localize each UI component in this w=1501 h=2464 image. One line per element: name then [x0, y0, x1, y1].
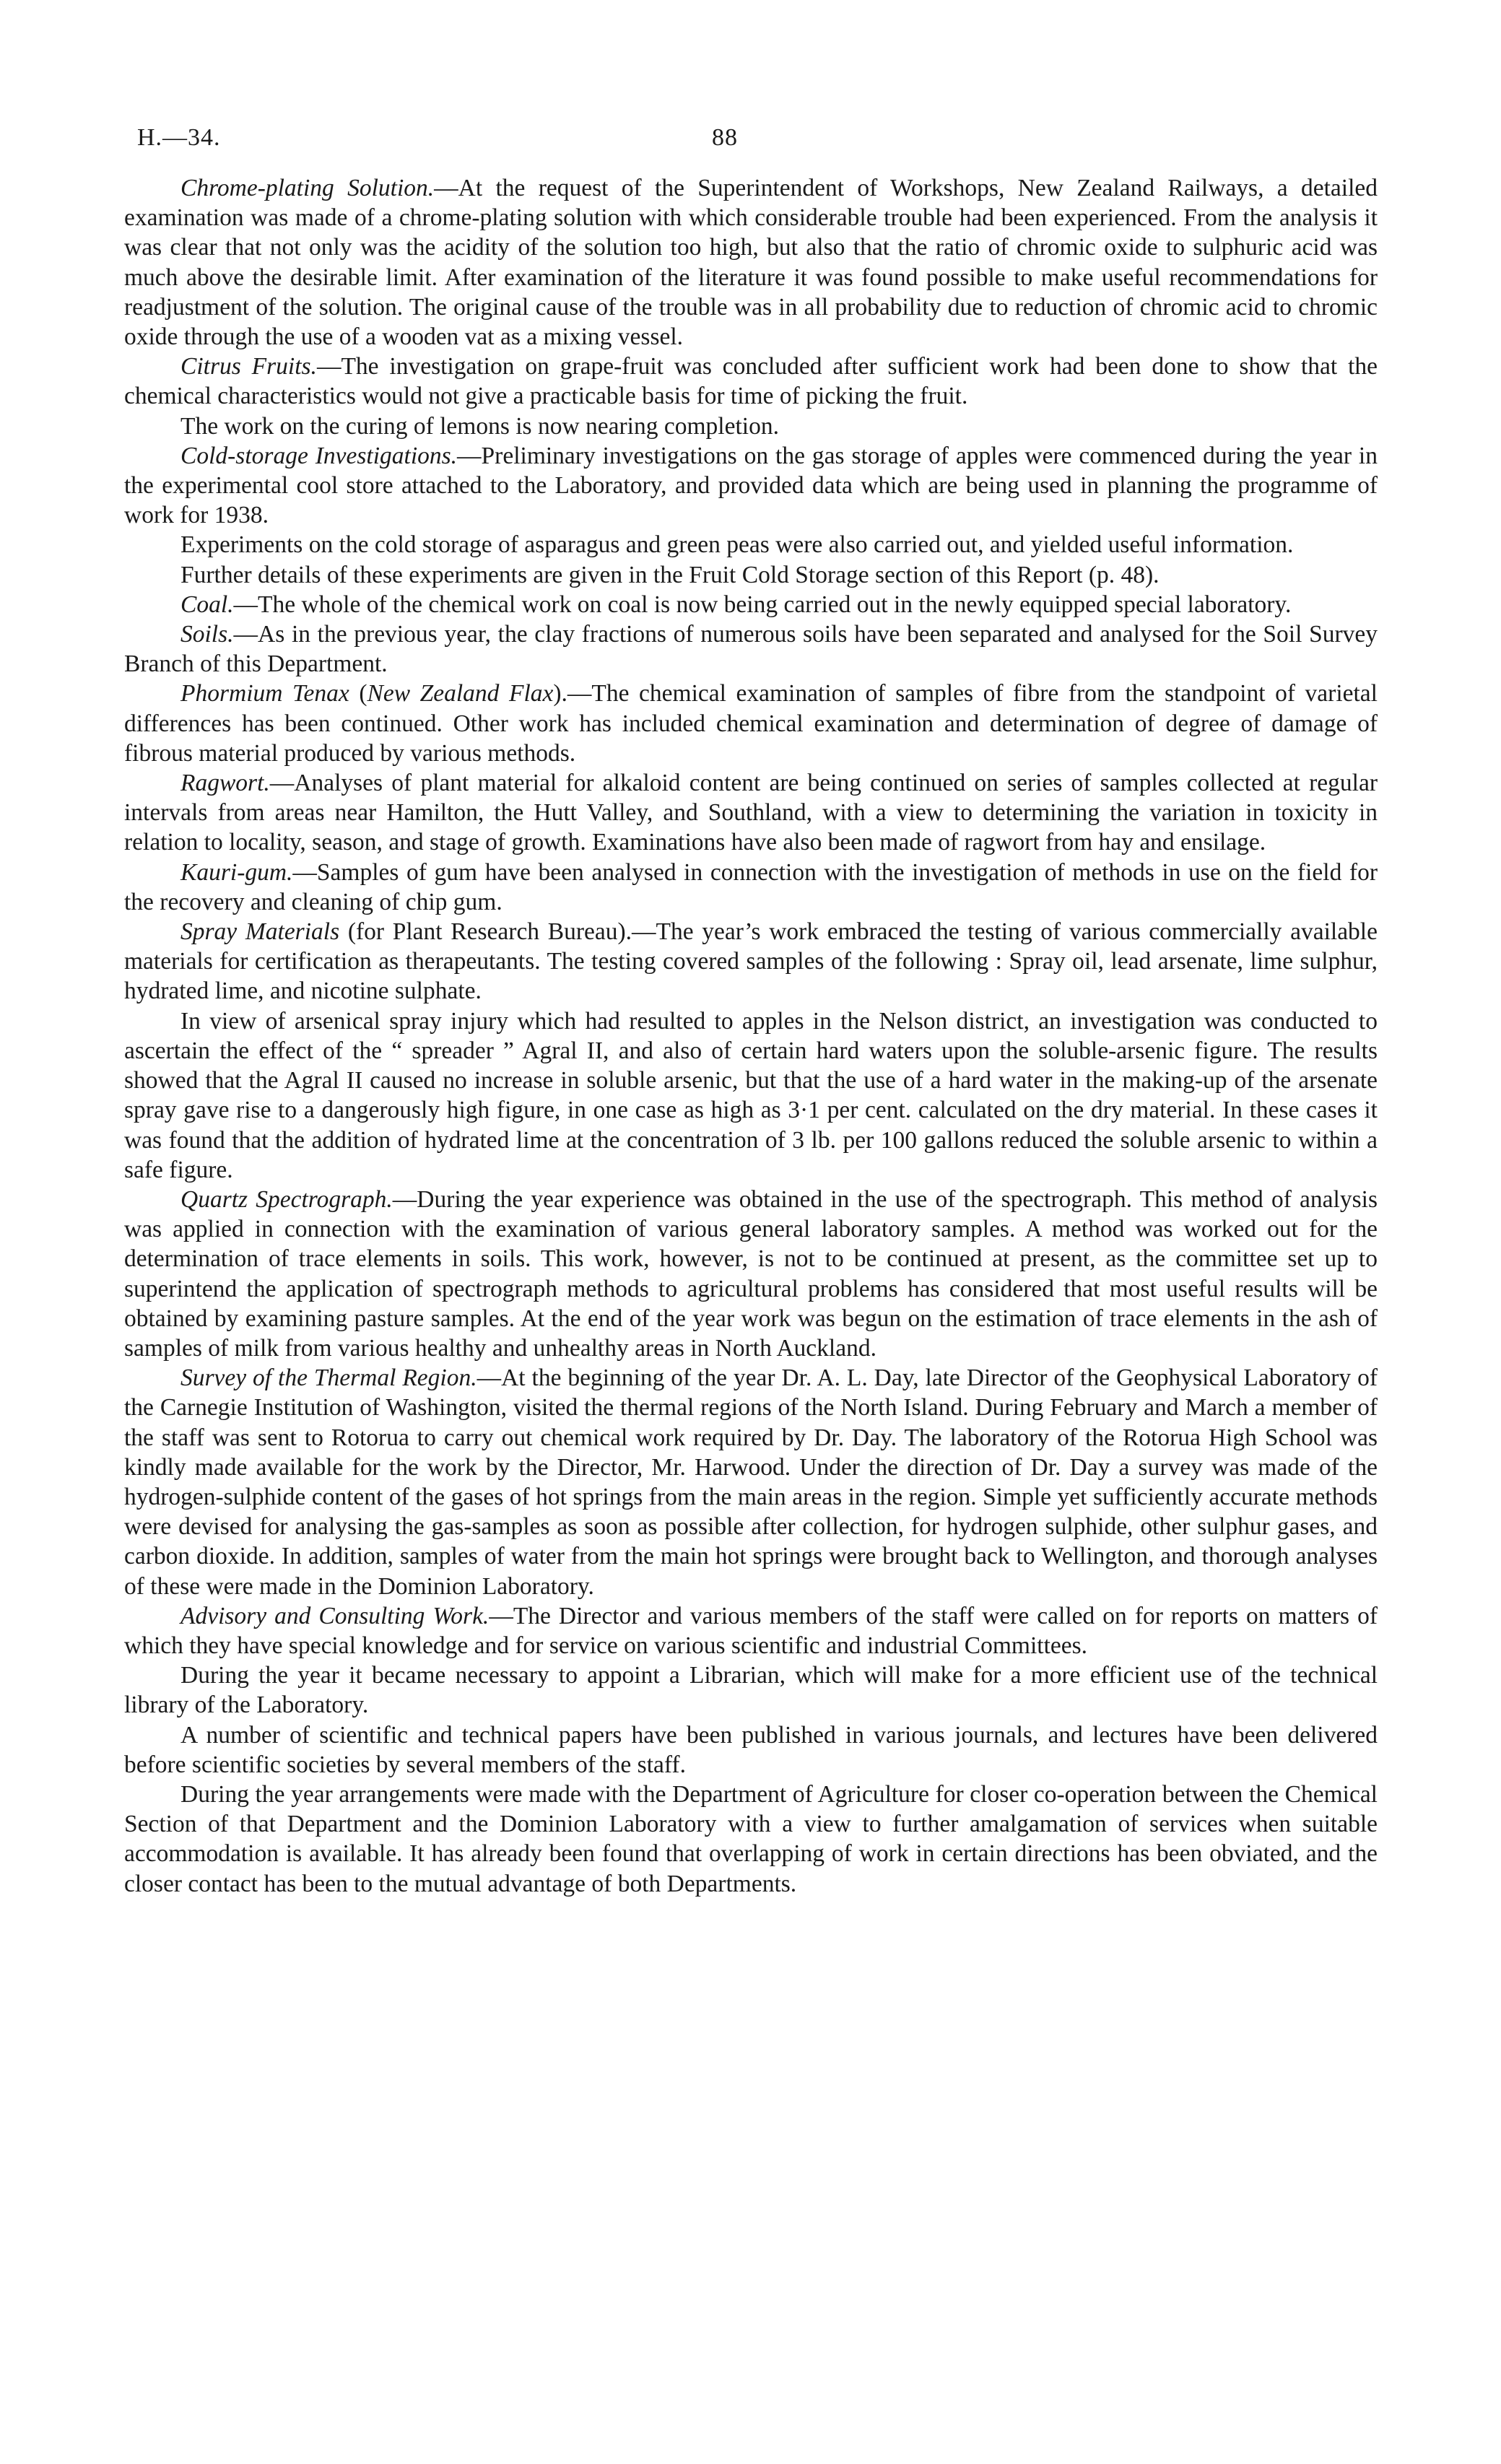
paragraph-text: Experiments on the cold storage of asparagus and green peas were also carried out, and yielded useful information. — [180, 531, 1294, 559]
paragraph-text: ( — [349, 680, 367, 708]
paragraph-heading: Citrus Fruits. — [180, 353, 317, 380]
paragraph-citrus-fruits — [124, 352, 1378, 411]
paragraph-cold-storage — [124, 441, 1378, 531]
paragraph-text: —Samples of gum have been analysed in connection with the investigation of methods in use on the field for the recovery and cleaning of chip gum. — [124, 858, 1378, 915]
paragraph-ragwort — [124, 768, 1378, 858]
paragraph-further-details — [124, 560, 1378, 590]
paragraph-text: Further details of these experiments are given in the Fruit Cold Storage section of this Report (p. 48). — [180, 561, 1160, 588]
paragraph-soils — [124, 619, 1378, 679]
paragraph-heading: Coal. — [180, 591, 234, 618]
paragraph-text: The work on the curing of lemons is now nearing completion. — [180, 412, 779, 440]
paragraph-text: —At the beginning of the year Dr. A. L. Day, late Director of the Geophysical Laboratory of the Carnegie Institution of Washington, visited the thermal regions of the North Island. During February and March a member of the staff was sent to Rotorua to carry out chemical work required by Dr. Day. The laboratory of the Rotorua High School was kindly made available for the work by the Director, Mr. Harwood. Under the direction of Dr. Day a survey was made of the hydrogen-sulphide content of the gases of hot springs from the main areas in the region. Simple yet sufficiently accurate methods were devised for analysing the gas-samples as soon as possible after collection, for hydrogen sulphide, other sulphur gases, and carbon dioxide. In addition, samples of water from the main hot springs were brought back to Wellington, and thorough analyses of these were made in the Dominion Laboratory. — [124, 1364, 1378, 1600]
paragraph-text: —As in the previous year, the clay fractions of numerous soils have been separated and analysed for the Soil Survey Branch of this Department. — [124, 621, 1378, 678]
paragraph-text: —At the request of the Superintendent of Workshops, New Zealand Railways, a detailed examination was made of a chrome-plating solution with which considerable trouble had been experienced. From the analysis it was clear that not only was the acidity of the solution too high, but also that the ratio of chromic oxide to sulphuric acid was much above the desirable limit. After examination of the literature it was found possible to make useful recommendations for readjustment of the solution. The original cause of the trouble was in all probability due to reduction of chromic acid to chromic oxide through the use of a wooden vat as a mixing vessel. — [124, 175, 1378, 351]
paragraph-spray-materials — [124, 917, 1378, 1006]
paragraph-heading: Ragwort. — [180, 770, 270, 797]
paragraph-asparagus — [124, 530, 1378, 560]
paragraph-text: —The whole of the chemical work on coal is now being carried out in the newly equipped special laboratory. — [233, 591, 1292, 618]
paragraph-heading-secondary: New Zealand Flax — [367, 680, 554, 708]
document-body — [124, 173, 1378, 1899]
paragraph-quartz-spectrograph — [124, 1185, 1378, 1363]
paragraph-heading: Spray Materials — [180, 918, 340, 946]
paragraph-text: —During the year experience was obtained in the use of the spectrograph. This method of analysis was applied in connection with the examination of various general laboratory samples. A method was worked out for the determination of trace elements in soils. This work, however, is not to be continued at present, as the committee set up to superintend the application of spectrograph methods to agricultural problems has considered that most useful results will be obtained by examining pasture samples. At the end of the year work was begun on the estimation of trace elements in the ash of samples of milk from various healthy and unhealthy areas in North Auckland. — [124, 1185, 1378, 1362]
paragraph-phormium — [124, 679, 1378, 768]
paragraph-text: —The investigation on grape-fruit was concluded after sufficient work had been done to show that the chemical characteristics would not give a practicable basis for time of picking the fruit. — [124, 353, 1378, 410]
paragraph-advisory-work — [124, 1601, 1378, 1660]
paragraph-heading: Quartz Spectrograph. — [180, 1185, 393, 1213]
paragraph-heading: Advisory and Consulting Work. — [180, 1602, 490, 1629]
page-number: 88 — [712, 124, 738, 151]
paragraph-thermal-region — [124, 1363, 1378, 1601]
paragraph-heading: Survey of the Thermal Region. — [180, 1364, 477, 1392]
paragraph-heading: Phormium Tenax — [180, 680, 349, 708]
paragraph-heading: Chrome-plating Solution. — [180, 175, 435, 201]
paragraph-arsenical-spray — [124, 1006, 1378, 1185]
paragraph-heading: Kauri-gum. — [180, 858, 293, 886]
paragraph-co-operation — [124, 1780, 1378, 1899]
paragraph-text: (for Plant Research Bureau).—The year’s work embraced the testing of various commercially available materials for certification as therapeutants. The testing covered samples of the following : Spray oil, lead arsenate, lime sulphur, hydrated lime, and nicotine sulphate. — [124, 918, 1378, 1005]
paragraph-text: During the year arrangements were made with the Department of Agriculture for closer co-operation between the Chemical Section of that Department and the Dominion Laboratory with a view to further amalgamation of services when suitable accommodation is available. It has already been found that overlapping of work in certain directions has been obviated, and the closer contact has been to the mutual advantage of both Departments. — [124, 1780, 1378, 1897]
paragraph-text: ).—The chemical examination of samples of fibre from the standpoint of varietal differences has been continued. Other work has included chemical examination and determination of degree of damage of fibrous material produced by various methods. — [124, 680, 1378, 767]
paragraph-chrome-plating — [124, 173, 1378, 352]
paragraph-coal — [124, 590, 1378, 619]
paragraph-lemons — [124, 412, 1378, 441]
document-reference: H.—34. — [137, 124, 221, 151]
paragraph-text: —Analyses of plant material for alkaloid content are being continued on series of samples collected at regular intervals from areas near Hamilton, the Hutt Valley, and Southland, with a view to determining the variation in toxicity in relation to locality, season, and stage of growth. Examinations have also been made of ragwort from hay and ensilage. — [124, 770, 1378, 856]
paragraph-text: —The Director and various members of the staff were called on for reports on matters of which they have special knowledge and for service on various scientific and industrial Committees. — [124, 1602, 1378, 1659]
paragraph-heading: Cold-storage Investigations. — [180, 442, 458, 469]
paragraph-text: In view of arsenical spray injury which had resulted to apples in the Nelson district, an investigation was conducted to ascertain the effect of the “ spreader ” Agral II, and also of certain hard waters upon the soluble-arsenic figure. The results showed that the Agral II caused no increase in soluble arsenic, but that the use of a hard water in the making-up of the arsenate spray gave rise to a dangerously high figure, in one case as high as 3·1 per cent. calculated on the dry material. In these cases it was found that the addition of hydrated lime at the concentration of 3 lb. per 100 gallons reduced the soluble arsenic to within a safe figure. — [124, 1007, 1378, 1183]
paragraph-text: During the year it became necessary to appoint a Librarian, which will make for a more efficient use of the technical library of the Laboratory. — [124, 1662, 1378, 1719]
paragraph-heading: Soils. — [180, 621, 234, 648]
paragraph-text: —Preliminary investigations on the gas storage of apples were commenced during the year in the experimental cool store attached to the Laboratory, and provided data which are being used in planning the programme of work for 1938. — [124, 442, 1378, 529]
paragraph-kauri-gum — [124, 858, 1378, 917]
page-header — [130, 124, 1378, 160]
paragraph-papers — [124, 1720, 1378, 1780]
paragraph-text: A number of scientific and technical papers have been published in various journals, and lectures have been delivered before scientific societies by several members of the staff. — [124, 1721, 1378, 1778]
paragraph-librarian — [124, 1660, 1378, 1720]
